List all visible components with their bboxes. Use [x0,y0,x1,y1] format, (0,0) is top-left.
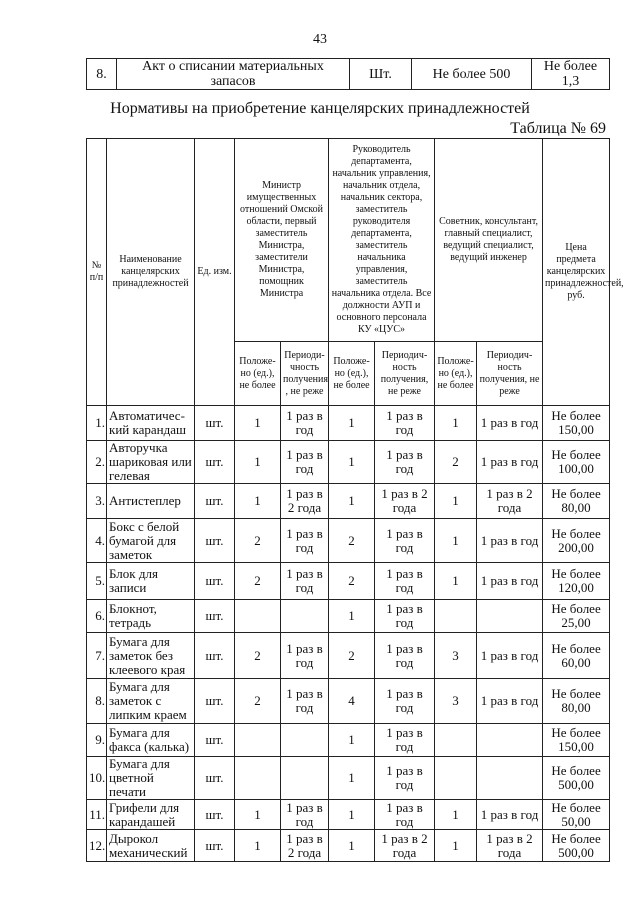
item-name: Бумага для факса (калька) [107,724,195,757]
period-ministers [281,757,329,800]
header-group-specialists: Советник, консультант, главный специалист, ведущий специалист, ведущий инженер [435,139,543,342]
qty-heads: 1 [329,600,375,633]
qty-ministers: 2 [235,633,281,679]
row-number: 4. [87,519,107,563]
qty-specialists: 1 [435,484,477,519]
table-row [87,441,610,484]
row-number: 5. [87,563,107,600]
price: Не более 500,00 [543,757,610,800]
period-ministers [281,600,329,633]
unit: шт. [195,724,235,757]
period-ministers: 1 раз в 2 года [281,830,329,862]
qty-ministers: 1 [235,484,281,519]
table-row [87,724,610,757]
table-row [87,519,610,563]
unit: шт. [195,519,235,563]
price: Не более 200,00 [543,519,610,563]
item-name: Автоматичес-кий карандаш [107,406,195,441]
period-heads: 1 раз в год [375,519,435,563]
unit: шт. [195,830,235,862]
period-specialists: 1 раз в 2 года [477,830,543,862]
table-row [87,800,610,830]
row-number: 8. [87,679,107,724]
period-heads: 1 раз в год [375,406,435,441]
price: Не более 80,00 [543,484,610,519]
period-ministers: 1 раз в год [281,406,329,441]
header-num: № п/п [87,139,107,406]
period-ministers: 1 раз в год [281,679,329,724]
header-qty: Положе-но (ед.), не более [235,342,281,406]
row-number: 8. [87,59,117,90]
period-ministers: 1 раз в год [281,563,329,600]
unit: Шт. [350,59,412,90]
item-name: Авторучка шариковая или гелевая [107,441,195,484]
table-row [87,484,610,519]
qty-ministers [235,757,281,800]
table-row [87,679,610,724]
row-number: 12. [87,830,107,862]
item-name: Бокс с белой бумагой для заметок [107,519,195,563]
unit: шт. [195,406,235,441]
price: Не более 100,00 [543,441,610,484]
period-heads: 1 раз в год [375,679,435,724]
price: Не более 150,00 [543,406,610,441]
qty-heads: 1 [329,406,375,441]
header-name: Наименование канцелярских принадлежностей [107,139,195,406]
period-heads: 1 раз в год [375,441,435,484]
item-name: Бумага для заметок с липким краем [107,679,195,724]
header-qty: Положе-но (ед.), не более [329,342,375,406]
period-heads: 1 раз в год [375,563,435,600]
qty-ministers [235,600,281,633]
table-row [87,757,610,800]
item-name: Дырокол механический [107,830,195,862]
period-specialists [477,757,543,800]
period-heads: 1 раз в год [375,757,435,800]
page-number: 43 [313,32,327,47]
period-ministers: 1 раз в год [281,441,329,484]
stationery-norms-table [86,138,624,862]
unit: шт. [195,600,235,633]
header-period: Периодич-ность получения, не реже [477,342,543,406]
qty-ministers: 2 [235,563,281,600]
qty-heads: 1 [329,830,375,862]
qty-specialists: 1 [435,406,477,441]
period-heads: 1 раз в 2 года [375,830,435,862]
item-name: Бумага для цветной печати [107,757,195,800]
header-period: Периоди-чность получения , не реже [281,342,329,406]
table-row [87,563,610,600]
period-ministers: 1 раз в 2 года [281,484,329,519]
unit: шт. [195,679,235,724]
period-ministers: 1 раз в год [281,519,329,563]
amount: Не более 500 [412,59,532,90]
header-unit: Ед. изм. [195,139,235,406]
previous-table-last-row [86,58,610,90]
header-group-ministers: Министр имущественных отношений Омской области, первый заместитель Министра, заместители Министра, помощник Министра [235,139,329,342]
qty-specialists: 1 [435,519,477,563]
unit: шт. [195,800,235,830]
qty-ministers: 1 [235,406,281,441]
table-row [87,600,610,633]
qty-heads: 2 [329,633,375,679]
price: Не более 25,00 [543,600,610,633]
qty-specialists [435,757,477,800]
period-specialists: 1 раз в 2 года [477,484,543,519]
qty-heads: 4 [329,679,375,724]
qty-heads: 1 [329,441,375,484]
period-specialists: 1 раз в год [477,679,543,724]
row-number: 7. [87,633,107,679]
period-specialists [477,600,543,633]
price: Не более 1,3 [532,59,610,90]
period-specialists [477,724,543,757]
qty-specialists [435,600,477,633]
period-specialists: 1 раз в год [477,406,543,441]
qty-ministers: 1 [235,441,281,484]
qty-specialists [435,724,477,757]
period-heads: 1 раз в год [375,800,435,830]
period-heads: 1 раз в год [375,600,435,633]
item-name: Акт о списании материальных запасов [117,59,350,90]
row-number: 9. [87,724,107,757]
price: Не более 60,00 [543,633,610,679]
row-number: 2. [87,441,107,484]
table-row [87,406,610,441]
row-number: 6. [87,600,107,633]
period-ministers [281,724,329,757]
period-ministers: 1 раз в год [281,633,329,679]
row-number: 3. [87,484,107,519]
price: Не более 50,00 [543,800,610,830]
item-name: Антистеплер [107,484,195,519]
header-row [87,139,610,342]
qty-specialists: 2 [435,441,477,484]
qty-ministers: 2 [235,519,281,563]
price: Не более 500,00 [543,830,610,862]
qty-specialists: 3 [435,633,477,679]
table-row [87,830,610,862]
row-number: 1. [87,406,107,441]
period-specialists: 1 раз в год [477,519,543,563]
table-row [87,59,610,90]
item-name: Блок для записи [107,563,195,600]
period-specialists: 1 раз в год [477,563,543,600]
unit: шт. [195,441,235,484]
period-specialists: 1 раз в год [477,633,543,679]
item-name: Блокнот, тетрадь [107,600,195,633]
qty-heads: 2 [329,519,375,563]
header-qty: Положе-но (ед.), не более [435,342,477,406]
header-period: Периодич-ность получения, не реже [375,342,435,406]
period-heads: 1 раз в 2 года [375,484,435,519]
qty-heads: 1 [329,757,375,800]
item-name: Бумага для заметок без клеевого края [107,633,195,679]
unit: шт. [195,484,235,519]
unit: шт. [195,633,235,679]
price: Не более 120,00 [543,563,610,600]
page-title: Нормативы на приобретение канцелярских принадлежностей [110,100,530,117]
qty-heads: 1 [329,484,375,519]
header-price: Цена предмета канцелярских принадлежностей, руб. [543,139,610,406]
qty-ministers: 2 [235,679,281,724]
period-specialists: 1 раз в год [477,800,543,830]
unit: шт. [195,757,235,800]
item-name: Грифели для карандашей [107,800,195,830]
qty-heads: 1 [329,724,375,757]
period-specialists: 1 раз в год [477,441,543,484]
period-heads: 1 раз в год [375,633,435,679]
qty-ministers [235,724,281,757]
qty-specialists: 1 [435,563,477,600]
table-row [87,633,610,679]
unit: шт. [195,563,235,600]
period-ministers: 1 раз в год [281,800,329,830]
qty-ministers: 1 [235,800,281,830]
qty-specialists: 1 [435,830,477,862]
header-group-heads: Руководитель департамента, начальник управления, начальник отдела, начальник сектора, заместитель руководителя департамента, заместитель начальника управления, заместитель начальника отдела. Все должности АУП и основного персонала КУ «ЦУС» [329,139,435,342]
row-number: 10. [87,757,107,800]
qty-specialists: 3 [435,679,477,724]
qty-specialists: 1 [435,800,477,830]
table-label: Таблица № 69 [510,120,606,137]
period-heads: 1 раз в год [375,724,435,757]
price: Не более 80,00 [543,679,610,724]
qty-heads: 1 [329,800,375,830]
price: Не более 150,00 [543,724,610,757]
qty-ministers: 1 [235,830,281,862]
qty-heads: 2 [329,563,375,600]
row-number: 11. [87,800,107,830]
